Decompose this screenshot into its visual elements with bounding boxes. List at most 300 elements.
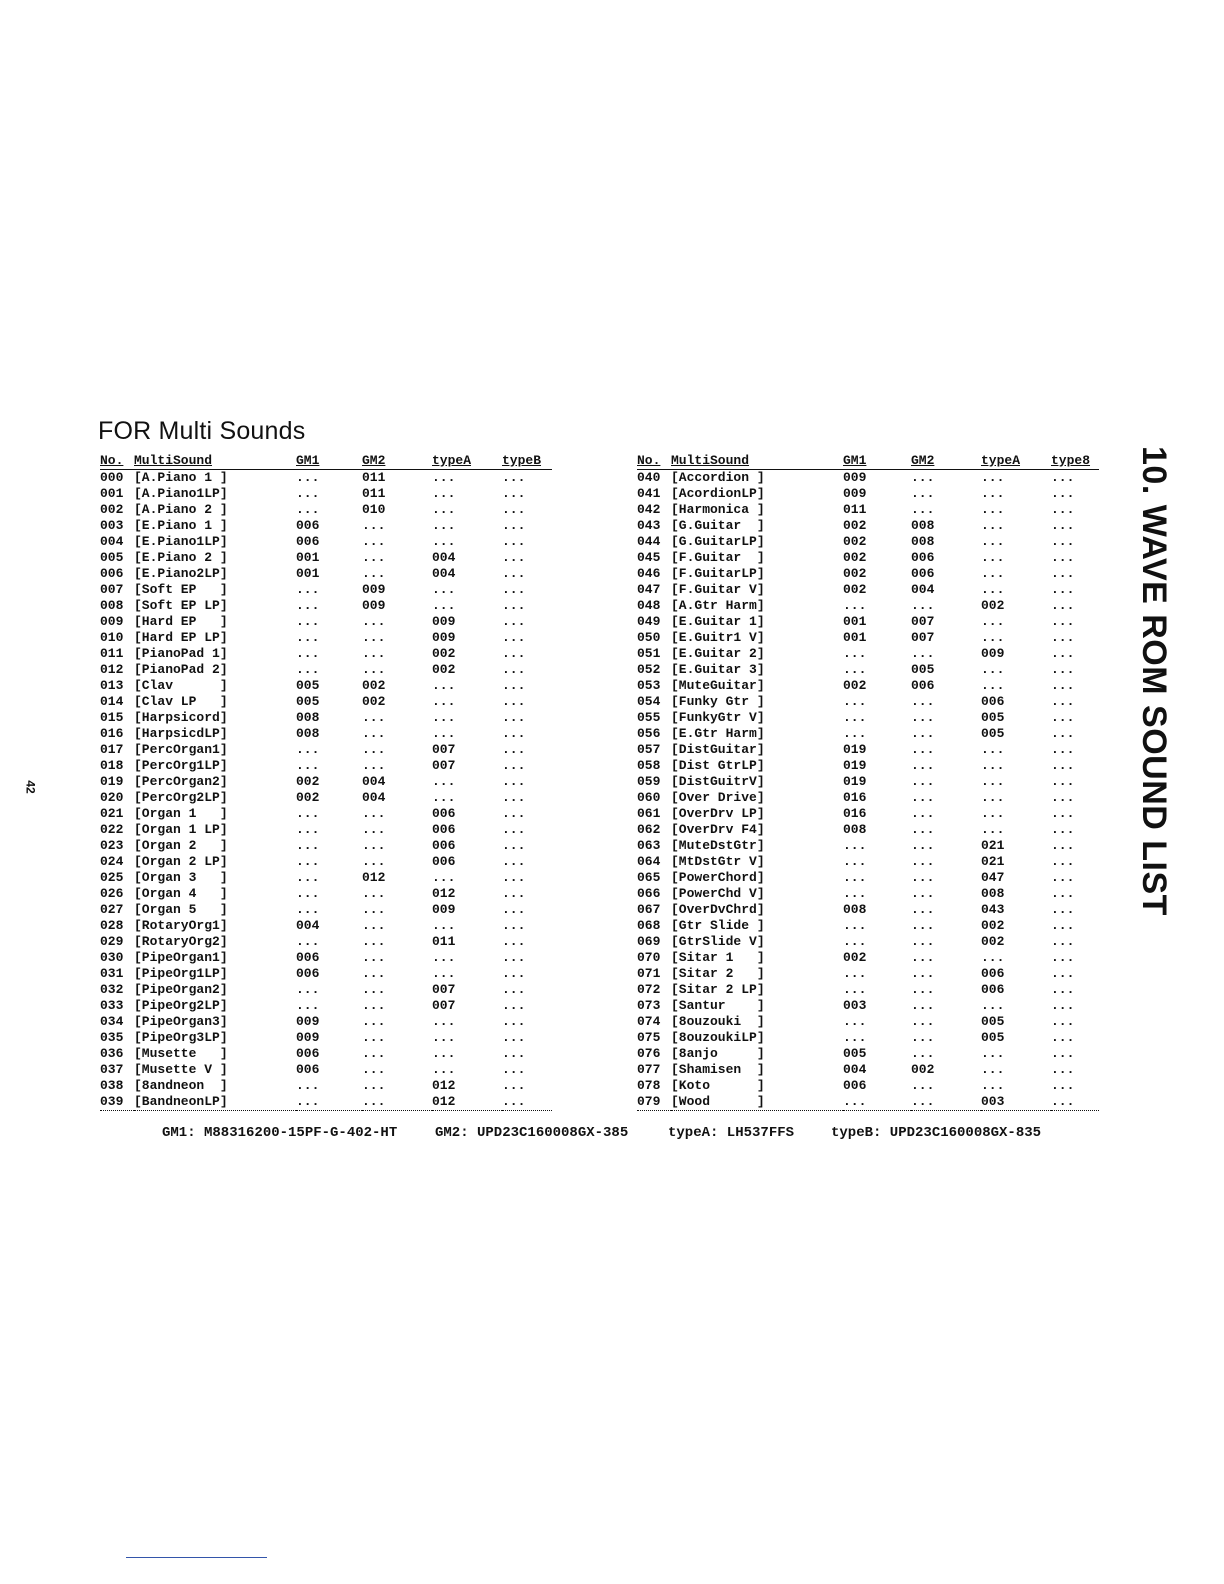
table-row: [100, 742, 552, 758]
cell-typea: ...: [981, 470, 1005, 485]
cell-gm2: 004: [362, 774, 386, 789]
cell-typeb: ...: [502, 678, 526, 693]
cell-typeb: ...: [1051, 790, 1075, 805]
cell-gm1: ...: [296, 758, 320, 773]
cell-typea: 005: [981, 726, 1005, 741]
cell-no: 022: [100, 822, 124, 837]
table-row: [100, 678, 552, 694]
cell-gm2: ...: [362, 1030, 386, 1045]
cell-typea: ...: [432, 678, 456, 693]
table-row: [637, 998, 1099, 1014]
cell-typea: ...: [981, 550, 1005, 565]
cell-typeb: ...: [502, 1062, 526, 1077]
cell-typea: ...: [432, 694, 456, 709]
table-header-row: [100, 453, 552, 470]
cell-no: 029: [100, 934, 124, 949]
cell-no: 076: [637, 1046, 661, 1061]
cell-gm2: ...: [911, 822, 935, 837]
table-row: [637, 710, 1099, 726]
cell-typea: ...: [432, 1062, 456, 1077]
cell-no: 028: [100, 918, 124, 933]
cell-no: 044: [637, 534, 661, 549]
cell-typea: ...: [981, 582, 1005, 597]
cell-typeb: ...: [1051, 1014, 1075, 1029]
cell-multisound: [PipeOrgan1]: [134, 950, 228, 965]
cell-no: 024: [100, 854, 124, 869]
cell-gm2: ...: [911, 502, 935, 517]
cell-no: 072: [637, 982, 661, 997]
cell-multisound: [Sitar 1 ]: [671, 950, 765, 965]
cell-typea: ...: [981, 486, 1005, 501]
cell-gm2: ...: [911, 774, 935, 789]
cell-typea: ...: [981, 630, 1005, 645]
cell-typeb: ...: [502, 662, 526, 677]
table-body-right: [637, 470, 1099, 1111]
cell-gm1: 009: [843, 470, 867, 485]
cell-typeb: ...: [1051, 470, 1075, 485]
cell-typea: ...: [981, 806, 1005, 821]
cell-multisound: [A.Piano 1 ]: [134, 470, 228, 485]
cell-typea: ...: [981, 502, 1005, 517]
cell-gm2: ...: [362, 918, 386, 933]
cell-gm1: 008: [843, 822, 867, 837]
cell-typeb: ...: [502, 630, 526, 645]
cell-typeb: ...: [1051, 518, 1075, 533]
cell-multisound: [Gtr Slide ]: [671, 918, 765, 933]
cell-no: 058: [637, 758, 661, 773]
cell-multisound: [8andneon ]: [134, 1078, 228, 1093]
cell-gm2: ...: [362, 566, 386, 581]
cell-typeb: ...: [502, 822, 526, 837]
cell-typea: ...: [432, 598, 456, 613]
cell-multisound: [A.Piano 2 ]: [134, 502, 228, 517]
cell-typeb: ...: [502, 1094, 526, 1109]
cell-multisound: [Musette V ]: [134, 1062, 228, 1077]
cell-multisound: [Shamisen ]: [671, 1062, 765, 1077]
cell-gm2: 006: [911, 566, 935, 581]
table-row: [100, 614, 552, 630]
cell-typea: 009: [432, 614, 456, 629]
cell-gm1: ...: [296, 486, 320, 501]
cell-typeb: ...: [502, 710, 526, 725]
cell-multisound: [Soft EP LP]: [134, 598, 228, 613]
cell-no: 014: [100, 694, 124, 709]
cell-typea: ...: [981, 742, 1005, 757]
cell-multisound: [8anjo ]: [671, 1046, 765, 1061]
cell-gm1: 009: [843, 486, 867, 501]
cell-typeb: ...: [502, 646, 526, 661]
cell-multisound: [E.Guitar 1]: [671, 614, 765, 629]
cell-typea: ...: [432, 534, 456, 549]
cell-gm1: ...: [843, 1030, 867, 1045]
cell-gm1: ...: [843, 870, 867, 885]
cell-no: 019: [100, 774, 124, 789]
cell-no: 052: [637, 662, 661, 677]
table-row: [100, 1094, 552, 1111]
table-row: [100, 662, 552, 678]
cell-gm2: ...: [362, 742, 386, 757]
cell-no: 015: [100, 710, 124, 725]
table-row: [637, 566, 1099, 582]
cell-typea: 008: [981, 886, 1005, 901]
cell-gm1: 002: [843, 582, 867, 597]
cell-gm1: 004: [296, 918, 320, 933]
cell-no: 023: [100, 838, 124, 853]
cell-no: 059: [637, 774, 661, 789]
cell-gm1: ...: [843, 598, 867, 613]
table-row: [637, 902, 1099, 918]
cell-gm2: ...: [911, 486, 935, 501]
cell-gm1: 005: [296, 678, 320, 693]
cell-no: 026: [100, 886, 124, 901]
cell-typeb: ...: [1051, 502, 1075, 517]
cell-gm1: 006: [296, 966, 320, 981]
cell-typeb: ...: [1051, 710, 1075, 725]
table-row: [637, 726, 1099, 742]
cell-gm1: 016: [843, 790, 867, 805]
cell-typeb: ...: [1051, 1094, 1075, 1109]
cell-multisound: [E.Guitar 3]: [671, 662, 765, 677]
table-row: [100, 982, 552, 998]
cell-typea: 007: [432, 998, 456, 1013]
cell-typeb: ...: [1051, 694, 1075, 709]
cell-typea: 007: [432, 758, 456, 773]
cell-no: 061: [637, 806, 661, 821]
cell-multisound: [AcordionLP]: [671, 486, 765, 501]
table-row: [637, 982, 1099, 998]
cell-typeb: ...: [502, 470, 526, 485]
cell-no: 063: [637, 838, 661, 853]
cell-typea: ...: [981, 1046, 1005, 1061]
cell-typeb: ...: [502, 774, 526, 789]
cell-gm2: ...: [362, 966, 386, 981]
cell-gm2: 002: [362, 678, 386, 693]
cell-multisound: [PipeOrgan2]: [134, 982, 228, 997]
cell-typea: ...: [981, 998, 1005, 1013]
cell-typea: 002: [981, 918, 1005, 933]
cell-gm1: ...: [296, 934, 320, 949]
cell-no: 054: [637, 694, 661, 709]
cell-multisound: [Wood ]: [671, 1094, 765, 1109]
cell-typeb: ...: [1051, 870, 1075, 885]
cell-multisound: [Organ 2 LP]: [134, 854, 228, 869]
cell-no: 027: [100, 902, 124, 917]
cell-typea: ...: [981, 790, 1005, 805]
cell-gm2: ...: [362, 838, 386, 853]
cell-gm2: 006: [911, 550, 935, 565]
cell-multisound: [Soft EP ]: [134, 582, 228, 597]
table-row: [637, 614, 1099, 630]
cell-gm1: ...: [843, 1014, 867, 1029]
table-row: [100, 822, 552, 838]
cell-multisound: [Organ 2 ]: [134, 838, 228, 853]
cell-typeb: ...: [1051, 726, 1075, 741]
table-row: [637, 870, 1099, 886]
cell-no: 031: [100, 966, 124, 981]
cell-gm1: ...: [843, 886, 867, 901]
cell-typeb: ...: [502, 758, 526, 773]
bottom-rule: [126, 1557, 267, 1558]
cell-typeb: ...: [502, 982, 526, 997]
cell-multisound: [E.Guitar 2]: [671, 646, 765, 661]
cell-no: 040: [637, 470, 661, 485]
header-typea: typeA: [981, 453, 1021, 468]
multisound-table-left: [100, 453, 552, 1111]
cell-gm1: 004: [843, 1062, 867, 1077]
cell-multisound: [Organ 1 ]: [134, 806, 228, 821]
cell-gm1: 001: [843, 614, 867, 629]
cell-gm1: ...: [296, 838, 320, 853]
cell-typeb: ...: [502, 486, 526, 501]
footer-gm2: GM2: UPD23C160008GX-385: [435, 1125, 629, 1141]
cell-multisound: [Sitar 2 LP]: [671, 982, 765, 997]
cell-no: 069: [637, 934, 661, 949]
cell-typeb: ...: [1051, 1078, 1075, 1093]
cell-multisound: [PipeOrg1LP]: [134, 966, 228, 981]
cell-multisound: [E.Guitr1 V]: [671, 630, 765, 645]
cell-multisound: [Dist GtrLP]: [671, 758, 765, 773]
table-row: [100, 726, 552, 742]
cell-gm2: ...: [911, 758, 935, 773]
cell-gm2: 008: [911, 534, 935, 549]
cell-gm1: ...: [296, 646, 320, 661]
cell-multisound: [PipeOrg2LP]: [134, 998, 228, 1013]
table-row: [637, 470, 1099, 487]
cell-multisound: [8ouzoukiLP]: [671, 1030, 765, 1045]
table-row: [637, 486, 1099, 502]
cell-multisound: [A.Piano1LP]: [134, 486, 228, 501]
cell-typeb: ...: [1051, 630, 1075, 645]
cell-gm2: ...: [911, 1046, 935, 1061]
cell-typeb: ...: [502, 790, 526, 805]
cell-gm1: 005: [296, 694, 320, 709]
cell-typea: ...: [981, 774, 1005, 789]
cell-gm2: ...: [362, 950, 386, 965]
cell-gm1: ...: [843, 726, 867, 741]
cell-gm1: ...: [843, 982, 867, 997]
cell-gm1: 009: [296, 1014, 320, 1029]
cell-gm1: 016: [843, 806, 867, 821]
cell-typeb: ...: [1051, 918, 1075, 933]
cell-typea: 006: [981, 982, 1005, 997]
cell-gm2: ...: [911, 646, 935, 661]
cell-typea: ...: [432, 502, 456, 517]
cell-typeb: ...: [1051, 998, 1075, 1013]
table-row: [100, 598, 552, 614]
cell-typeb: ...: [1051, 774, 1075, 789]
cell-gm2: ...: [911, 1030, 935, 1045]
cell-no: 013: [100, 678, 124, 693]
table-row: [100, 854, 552, 870]
cell-typeb: ...: [502, 694, 526, 709]
cell-gm2: 007: [911, 614, 935, 629]
cell-typeb: ...: [502, 934, 526, 949]
cell-gm2: ...: [362, 902, 386, 917]
cell-multisound: [PowerChd V]: [671, 886, 765, 901]
cell-multisound: [MuteDstGtr]: [671, 838, 765, 853]
cell-typea: 006: [432, 806, 456, 821]
cell-no: 020: [100, 790, 124, 805]
cell-typeb: ...: [1051, 934, 1075, 949]
cell-gm2: ...: [362, 1014, 386, 1029]
table-body-left: [100, 470, 552, 1111]
table-row: [100, 1030, 552, 1046]
cell-multisound: [PowerChord]: [671, 870, 765, 885]
table-row: [100, 918, 552, 934]
table-row: [637, 918, 1099, 934]
cell-no: 038: [100, 1078, 124, 1093]
cell-gm1: ...: [843, 918, 867, 933]
cell-no: 033: [100, 998, 124, 1013]
cell-gm1: 002: [296, 774, 320, 789]
cell-typeb: ...: [1051, 806, 1075, 821]
table-row: [100, 886, 552, 902]
cell-typea: ...: [432, 518, 456, 533]
cell-multisound: [OverDvChrd]: [671, 902, 765, 917]
cell-gm1: 001: [843, 630, 867, 645]
cell-typeb: ...: [1051, 854, 1075, 869]
cell-multisound: [FunkyGtr V]: [671, 710, 765, 725]
cell-multisound: [Harmonica ]: [671, 502, 765, 517]
cell-gm2: ...: [911, 1014, 935, 1029]
cell-gm1: ...: [296, 470, 320, 485]
cell-gm2: ...: [911, 854, 935, 869]
cell-no: 075: [637, 1030, 661, 1045]
table-row: [637, 1014, 1099, 1030]
cell-typea: ...: [981, 518, 1005, 533]
cell-typea: 043: [981, 902, 1005, 917]
cell-gm2: 009: [362, 598, 386, 613]
cell-typeb: ...: [1051, 678, 1075, 693]
cell-gm2: ...: [911, 902, 935, 917]
cell-multisound: [E.Gtr Harm]: [671, 726, 765, 741]
table-row: [100, 790, 552, 806]
cell-no: 000: [100, 470, 124, 485]
cell-gm1: 002: [296, 790, 320, 805]
cell-typea: ...: [981, 534, 1005, 549]
table-header-row: [637, 453, 1099, 470]
cell-typea: ...: [432, 774, 456, 789]
header-gm1: GM1: [296, 453, 320, 468]
cell-gm1: 006: [296, 1046, 320, 1061]
cell-gm1: ...: [296, 630, 320, 645]
cell-typea: ...: [432, 726, 456, 741]
cell-gm1: 008: [843, 902, 867, 917]
cell-gm2: ...: [911, 886, 935, 901]
table-row: [637, 1030, 1099, 1046]
cell-gm1: ...: [296, 854, 320, 869]
cell-no: 051: [637, 646, 661, 661]
cell-gm1: 019: [843, 774, 867, 789]
cell-gm1: ...: [296, 902, 320, 917]
cell-no: 006: [100, 566, 124, 581]
table-row: [637, 534, 1099, 550]
cell-gm2: 010: [362, 502, 386, 517]
cell-gm1: ...: [296, 998, 320, 1013]
cell-gm2: ...: [362, 1062, 386, 1077]
cell-multisound: [F.Guitar V]: [671, 582, 765, 597]
cell-multisound: [DistGuitar]: [671, 742, 765, 757]
cell-no: 012: [100, 662, 124, 677]
cell-multisound: [PianoPad 2]: [134, 662, 228, 677]
cell-gm1: 011: [843, 502, 867, 517]
cell-typea: 021: [981, 854, 1005, 869]
cell-no: 077: [637, 1062, 661, 1077]
cell-typeb: ...: [1051, 534, 1075, 549]
cell-no: 065: [637, 870, 661, 885]
cell-typea: 047: [981, 870, 1005, 885]
cell-gm1: ...: [843, 694, 867, 709]
cell-gm1: ...: [296, 502, 320, 517]
cell-typeb: ...: [502, 534, 526, 549]
cell-no: 004: [100, 534, 124, 549]
cell-multisound: [Clav ]: [134, 678, 228, 693]
cell-typeb: ...: [502, 806, 526, 821]
cell-no: 070: [637, 950, 661, 965]
header-gm2: GM2: [911, 453, 935, 468]
cell-typeb: ...: [502, 966, 526, 981]
cell-typeb: ...: [1051, 1030, 1075, 1045]
cell-no: 037: [100, 1062, 124, 1077]
cell-no: 002: [100, 502, 124, 517]
header-multisound: MultiSound: [671, 453, 750, 468]
header-gm2: GM2: [362, 453, 386, 468]
cell-multisound: [G.Guitar ]: [671, 518, 765, 533]
cell-gm2: ...: [911, 934, 935, 949]
cell-multisound: [PercOrg1LP]: [134, 758, 228, 773]
cell-no: 049: [637, 614, 661, 629]
section-title: FOR Multi Sounds: [98, 417, 306, 445]
cell-typea: ...: [981, 614, 1005, 629]
cell-multisound: [BandneonLP]: [134, 1094, 228, 1109]
cell-no: 009: [100, 614, 124, 629]
cell-gm2: 004: [362, 790, 386, 805]
table-row: [100, 1046, 552, 1062]
table-row: [637, 694, 1099, 710]
cell-typeb: ...: [502, 742, 526, 757]
cell-typea: ...: [981, 1078, 1005, 1093]
cell-multisound: [Organ 3 ]: [134, 870, 228, 885]
cell-typeb: ...: [1051, 822, 1075, 837]
cell-gm2: ...: [911, 726, 935, 741]
cell-typeb: ...: [1051, 662, 1075, 677]
cell-no: 066: [637, 886, 661, 901]
cell-multisound: [DistGuitrV]: [671, 774, 765, 789]
cell-typea: ...: [432, 710, 456, 725]
cell-typeb: ...: [1051, 550, 1075, 565]
cell-typea: ...: [432, 966, 456, 981]
cell-gm1: 006: [296, 534, 320, 549]
cell-typea: ...: [432, 1030, 456, 1045]
cell-gm1: ...: [843, 646, 867, 661]
cell-gm1: ...: [296, 870, 320, 885]
cell-multisound: [A.Gtr Harm]: [671, 598, 765, 613]
cell-multisound: [PianoPad 1]: [134, 646, 228, 661]
cell-multisound: [F.GuitarLP]: [671, 566, 765, 581]
cell-typeb: ...: [502, 886, 526, 901]
cell-typea: ...: [432, 1014, 456, 1029]
cell-typea: ...: [432, 1046, 456, 1061]
cell-typea: 006: [981, 966, 1005, 981]
cell-multisound: [Musette ]: [134, 1046, 228, 1061]
table-row: [637, 1046, 1099, 1062]
cell-typea: 002: [981, 598, 1005, 613]
cell-gm2: ...: [911, 710, 935, 725]
cell-typea: 006: [432, 822, 456, 837]
cell-gm1: 002: [843, 678, 867, 693]
cell-gm2: ...: [362, 710, 386, 725]
cell-typea: 012: [432, 1094, 456, 1109]
